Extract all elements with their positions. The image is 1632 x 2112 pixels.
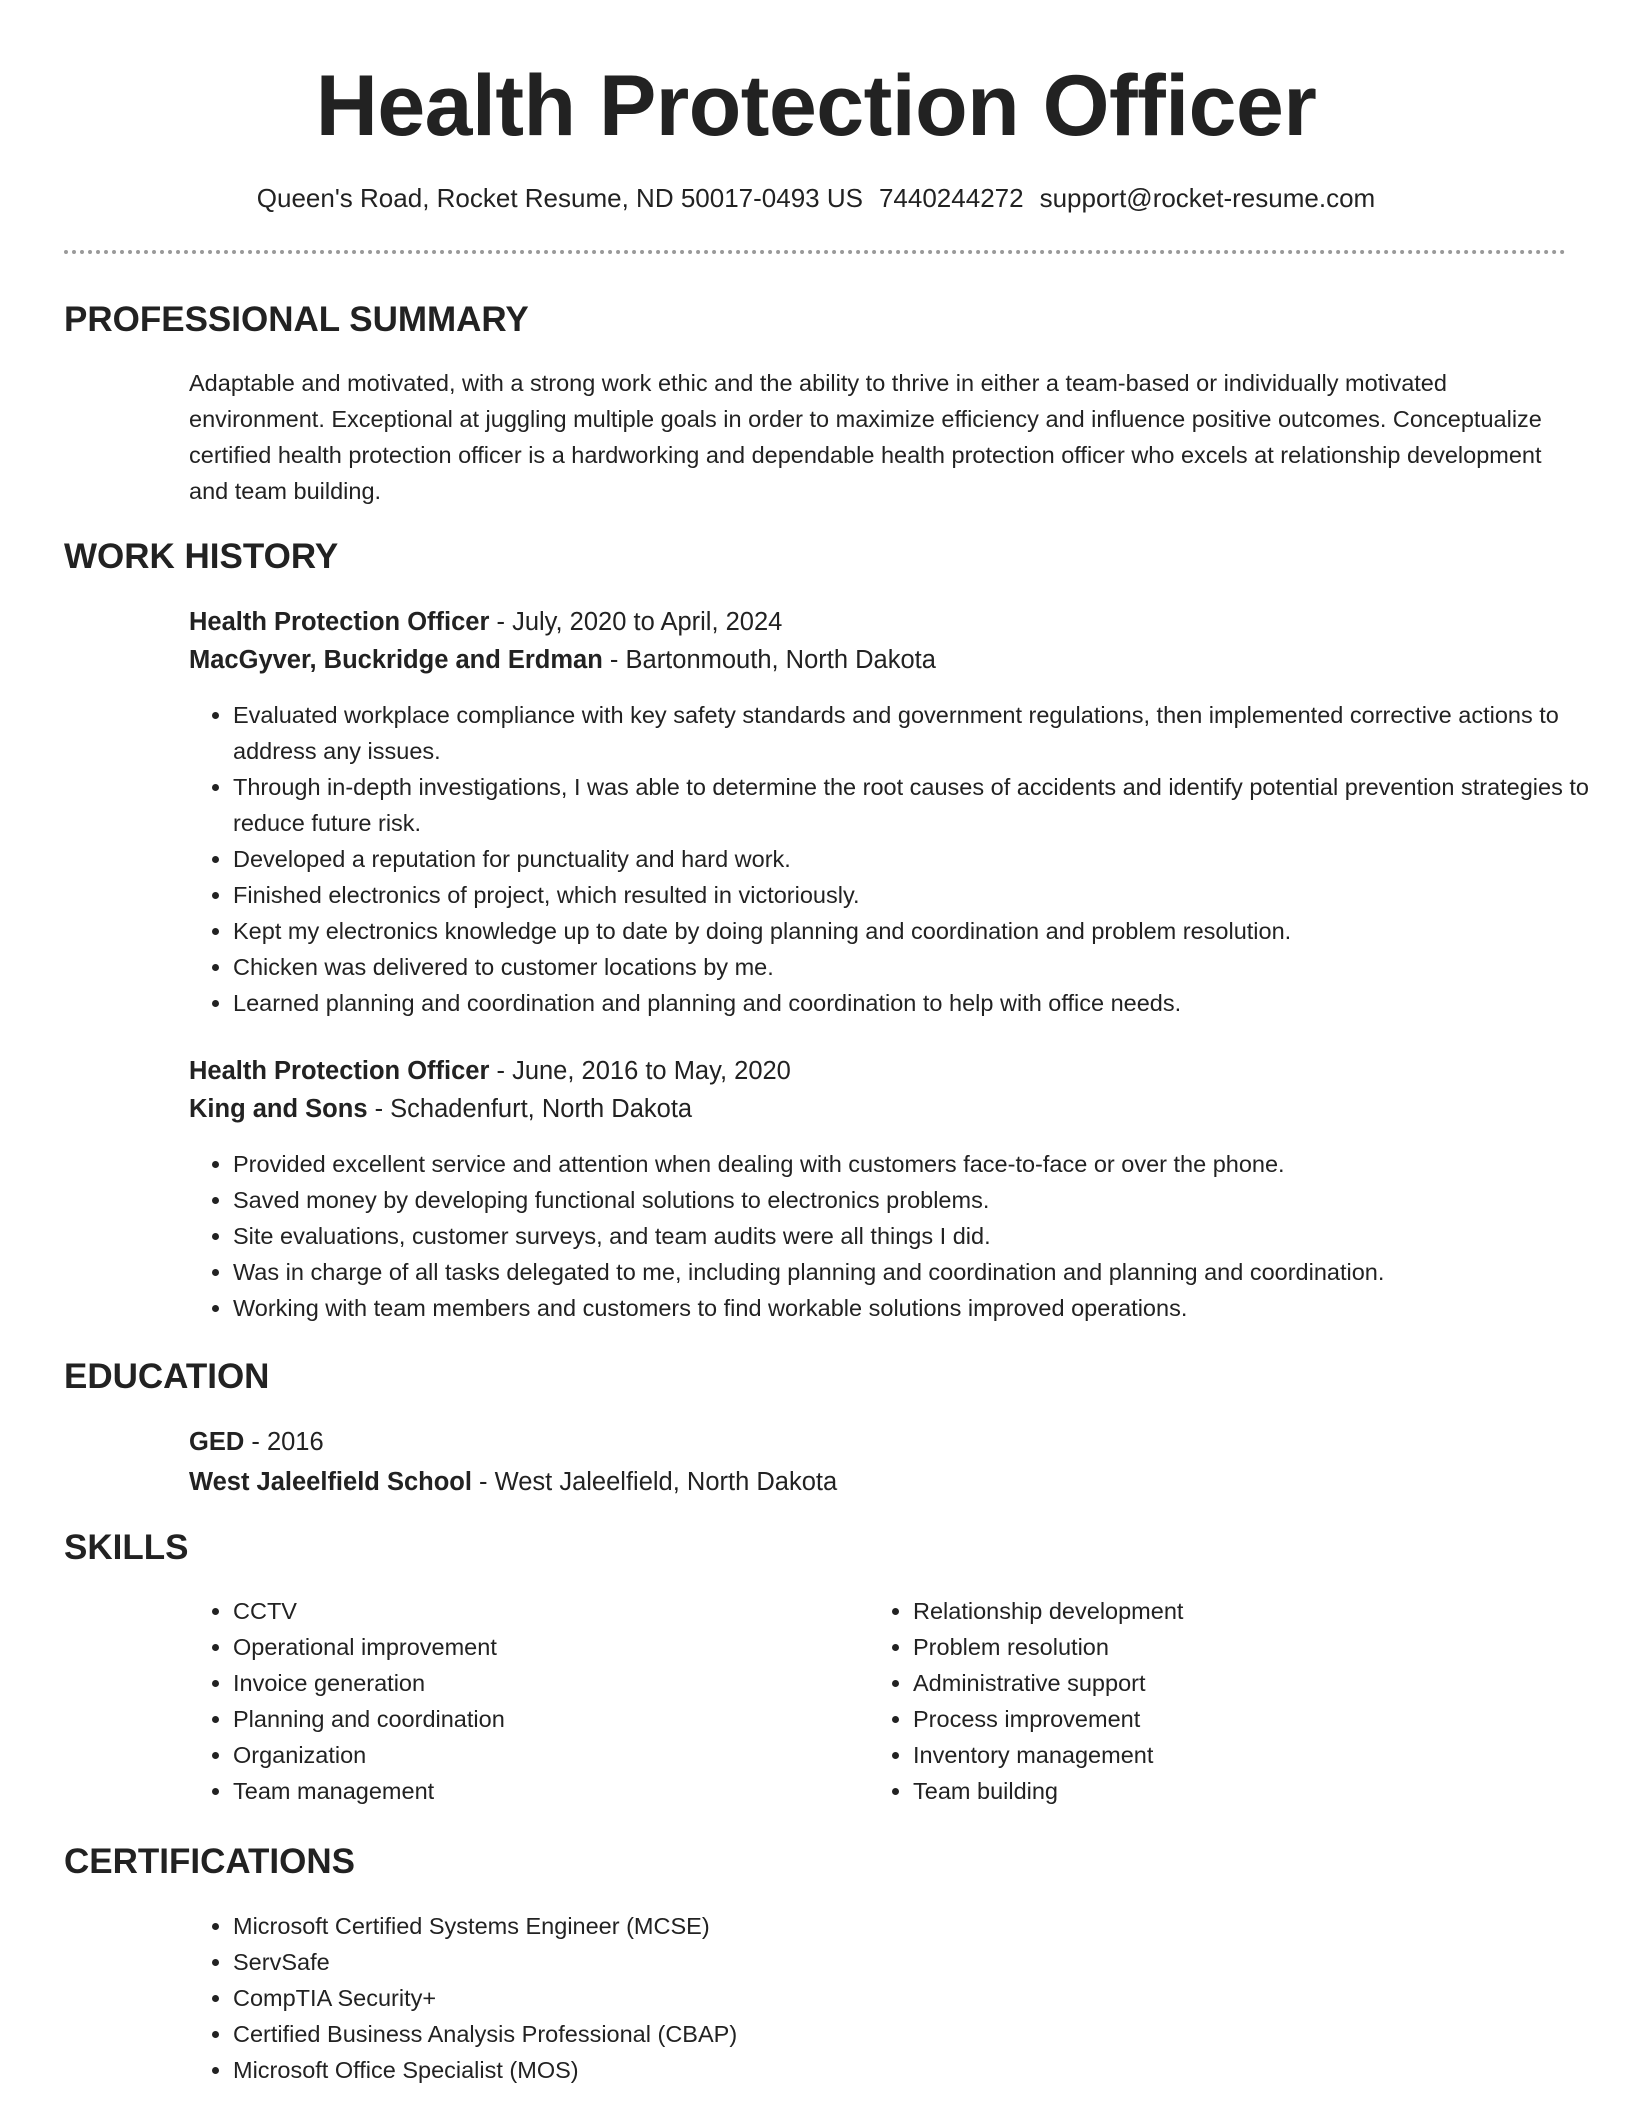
- separator: -: [367, 1095, 391, 1123]
- certification-item: • Microsoft Certified Systems Engineer (MCSE): [233, 1908, 1613, 1944]
- skill-item: • Inventory management: [913, 1737, 1183, 1773]
- job-location: Bartonmouth, North Dakota: [625, 646, 936, 674]
- skill-item: • Process improvement: [913, 1701, 1183, 1737]
- certification-item: • Microsoft Office Specialist (MOS): [233, 2052, 1613, 2088]
- job-bullet: • Provided excellent service and attention when dealing with customers face-to-face or over the phone.: [233, 1146, 1613, 1182]
- header-divider: [64, 250, 1566, 254]
- education-year: 2016: [266, 1428, 324, 1456]
- job-title: Health Protection Officer: [189, 1057, 490, 1085]
- contact-address: Queen's Road, Rocket Resume, ND 50017-0493 US: [256, 183, 863, 213]
- job-dates: June, 2016 to May, 2020: [512, 1057, 791, 1085]
- certification-item: • CompTIA Security+: [233, 1980, 1613, 2016]
- skills-list-right: [869, 1593, 1183, 1809]
- education-school-line: [189, 1463, 837, 1501]
- separator: -: [471, 1468, 495, 1496]
- job-bullet: • Chicken was delivered to customer locations by me.: [233, 949, 1613, 985]
- job-company-line: [189, 641, 936, 679]
- skill-item: • Administrative support: [913, 1665, 1183, 1701]
- job-bullet: • Kept my electronics knowledge up to date by doing planning and coordination and problem resolution.: [233, 913, 1613, 949]
- contact-email: support@rocket-resume.com: [1039, 183, 1376, 213]
- summary-text: Adaptable and motivated, with a strong work ethic and the ability to thrive in either a team-based or individually motivated environment. Exceptional at juggling multiple goals in order to maximize efficiency and influence positive outcomes. Conceptualize certified health protection officer is a hardworking and dependable health protection officer who excels at relationship development and team building.: [189, 370, 1542, 504]
- contact-line: [64, 178, 1568, 218]
- certification-item: • ServSafe: [233, 1944, 1613, 1980]
- skill-item: • Team management: [233, 1773, 505, 1809]
- job-bullet: • Learned planning and coordination and planning and coordination to help with office needs.: [233, 985, 1613, 1021]
- separator: -: [489, 608, 513, 636]
- job-title: Health Protection Officer: [189, 608, 490, 636]
- job-bullet: • Developed a reputation for punctuality and hard work.: [233, 841, 1613, 877]
- skill-item: • CCTV: [233, 1593, 505, 1629]
- certifications-list: [189, 1908, 1613, 2088]
- certification-item: • Certified Business Analysis Professional (CBAP): [233, 2016, 1613, 2052]
- job-title-line: [189, 603, 782, 641]
- job-company-line: [189, 1090, 692, 1128]
- job-bullet: • Evaluated workplace compliance with key safety standards and government regulations, then implemented corrective actions to address any issues.: [233, 697, 1613, 769]
- skill-item: • Operational improvement: [233, 1629, 505, 1665]
- summary-heading: PROFESSIONAL SUMMARY: [64, 300, 529, 339]
- resume-name-title: Health Protection Officer: [315, 58, 1317, 154]
- job-company: King and Sons: [189, 1095, 368, 1123]
- education-degree: GED: [189, 1428, 245, 1456]
- job-title-line: [189, 1052, 791, 1090]
- skill-item: • Planning and coordination: [233, 1701, 505, 1737]
- job-bullet: • Working with team members and customers to find workable solutions improved operations.: [233, 1290, 1613, 1326]
- skills-list-left: [189, 1593, 505, 1809]
- skill-item: • Relationship development: [913, 1593, 1183, 1629]
- job-bullet: • Site evaluations, customer surveys, and team audits were all things I did.: [233, 1218, 1613, 1254]
- education-degree-line: [189, 1423, 324, 1461]
- contact-phone: 7440244272: [878, 183, 1024, 213]
- job-bullet: • Through in-depth investigations, I was able to determine the root causes of accidents and identify potential prevention strategies to reduce future risk.: [233, 769, 1613, 841]
- job-company: MacGyver, Buckridge and Erdman: [189, 646, 603, 674]
- education-location: West Jaleelfield, North Dakota: [494, 1468, 838, 1496]
- job-location: Schadenfurt, North Dakota: [390, 1095, 693, 1123]
- education-heading: EDUCATION: [64, 1357, 270, 1396]
- separator: -: [489, 1057, 513, 1085]
- job-bullet: • Was in charge of all tasks delegated to me, including planning and coordination and planning and coordination.: [233, 1254, 1613, 1290]
- skill-item: • Team building: [913, 1773, 1183, 1809]
- certifications-heading: CERTIFICATIONS: [64, 1842, 356, 1881]
- separator: -: [602, 646, 626, 674]
- education-school: West Jaleelfield School: [189, 1468, 472, 1496]
- separator: -: [244, 1428, 267, 1456]
- job-dates: July, 2020 to April, 2024: [512, 608, 783, 636]
- job-bullets: [189, 1146, 1613, 1326]
- job-bullet: • Finished electronics of project, which resulted in victoriously.: [233, 877, 1613, 913]
- skill-item: • Problem resolution: [913, 1629, 1183, 1665]
- skill-item: • Organization: [233, 1737, 505, 1773]
- skills-heading: SKILLS: [64, 1528, 189, 1567]
- job-bullet: • Saved money by developing functional solutions to electronics problems.: [233, 1182, 1613, 1218]
- job-bullets: [189, 697, 1613, 1021]
- skill-item: • Invoice generation: [233, 1665, 505, 1701]
- work-history-heading: WORK HISTORY: [64, 537, 339, 576]
